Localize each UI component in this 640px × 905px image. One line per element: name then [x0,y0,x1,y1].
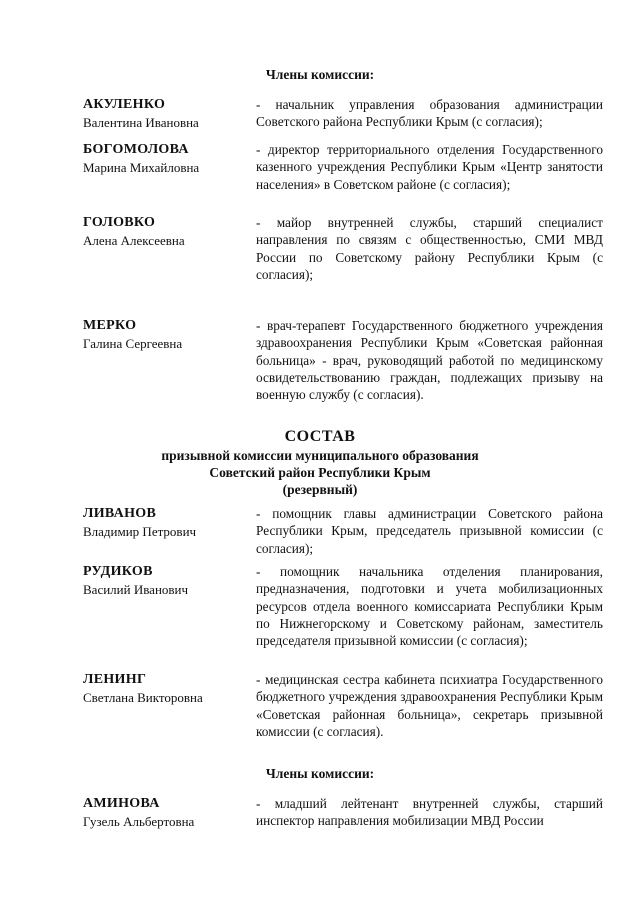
title-line: (резервный) [282,482,358,497]
member-surname: МЕРКО [83,318,137,333]
member-role: - начальник управления образования администрации Советского района Республики Крым (с согласия); [256,97,603,130]
members-heading: Члены комиссии: [265,67,375,82]
member-role: - помощник главы администрации Советского района Республики Крым, председатель призывной комиссии (с согласия); [256,506,603,556]
title-line: призывной комиссии муниципального образования [161,448,479,463]
members-heading: Члены комиссии: [265,766,375,781]
member-surname: ГОЛОВКО [83,215,156,230]
title-main: СОСТАВ [284,428,356,445]
member-given-name: Василий Иванович [83,582,189,597]
member-given-name: Алена Алексеевна [83,233,185,248]
member-role: - директор территориального отделения Государственного казенного учреждения Республики Крым «Центр занятости населения» в Советском районе (с согласия); [256,142,603,192]
member-given-name: Галина Сергеевна [83,336,183,351]
member-given-name: Владимир Петрович [83,524,197,539]
member-given-name: Гузель Альбертовна [83,814,195,829]
member-surname: ЛЕНИНГ [83,672,147,687]
member-surname: ЛИВАНОВ [83,506,157,521]
member-role: - медицинская сестра кабинета психиатра Государственного бюджетного учреждения здравоохранения Республики Крым «Советская районная больница», секретарь призывной комиссии (с согласия). [256,672,603,739]
member-surname: БОГОМОЛОВА [83,142,189,157]
member-given-name: Светлана Викторовна [83,690,203,705]
member-surname: РУДИКОВ [83,564,153,579]
member-surname: АМИНОВА [83,796,160,811]
member-surname: АКУЛЕНКО [83,97,166,112]
member-role: - майор внутренней службы, старший специалист направления по связям с общественностью, СМИ МВД России по Советскому району Республики Крым (с согласия); [256,215,603,282]
member-role: - помощник начальника отделения планирования, предназначения, подготовки и учета мобилизационных ресурсов отдела военного комиссариата Республики Крым по Нижнегорскому и Советскому районам, заместитель председателя призывной комиссии (с согласия); [256,564,603,649]
member-role: - врач-терапевт Государственного бюджетного учреждения здравоохранения Республики Крым «Советская районная больница» - врач, руководящий работой по медицинскому освидетельствованию граждан, подлежащих призыву на военную службу (с согласия). [256,318,603,403]
member-given-name: Марина Михайловна [83,160,200,175]
member-given-name: Валентина Ивановна [83,115,199,130]
member-role: - младший лейтенант внутренней службы, старший инспектор направления мобилизации МВД России [256,796,603,829]
title-line: Советский район Республики Крым [209,465,431,480]
composition-title [0,427,640,498]
